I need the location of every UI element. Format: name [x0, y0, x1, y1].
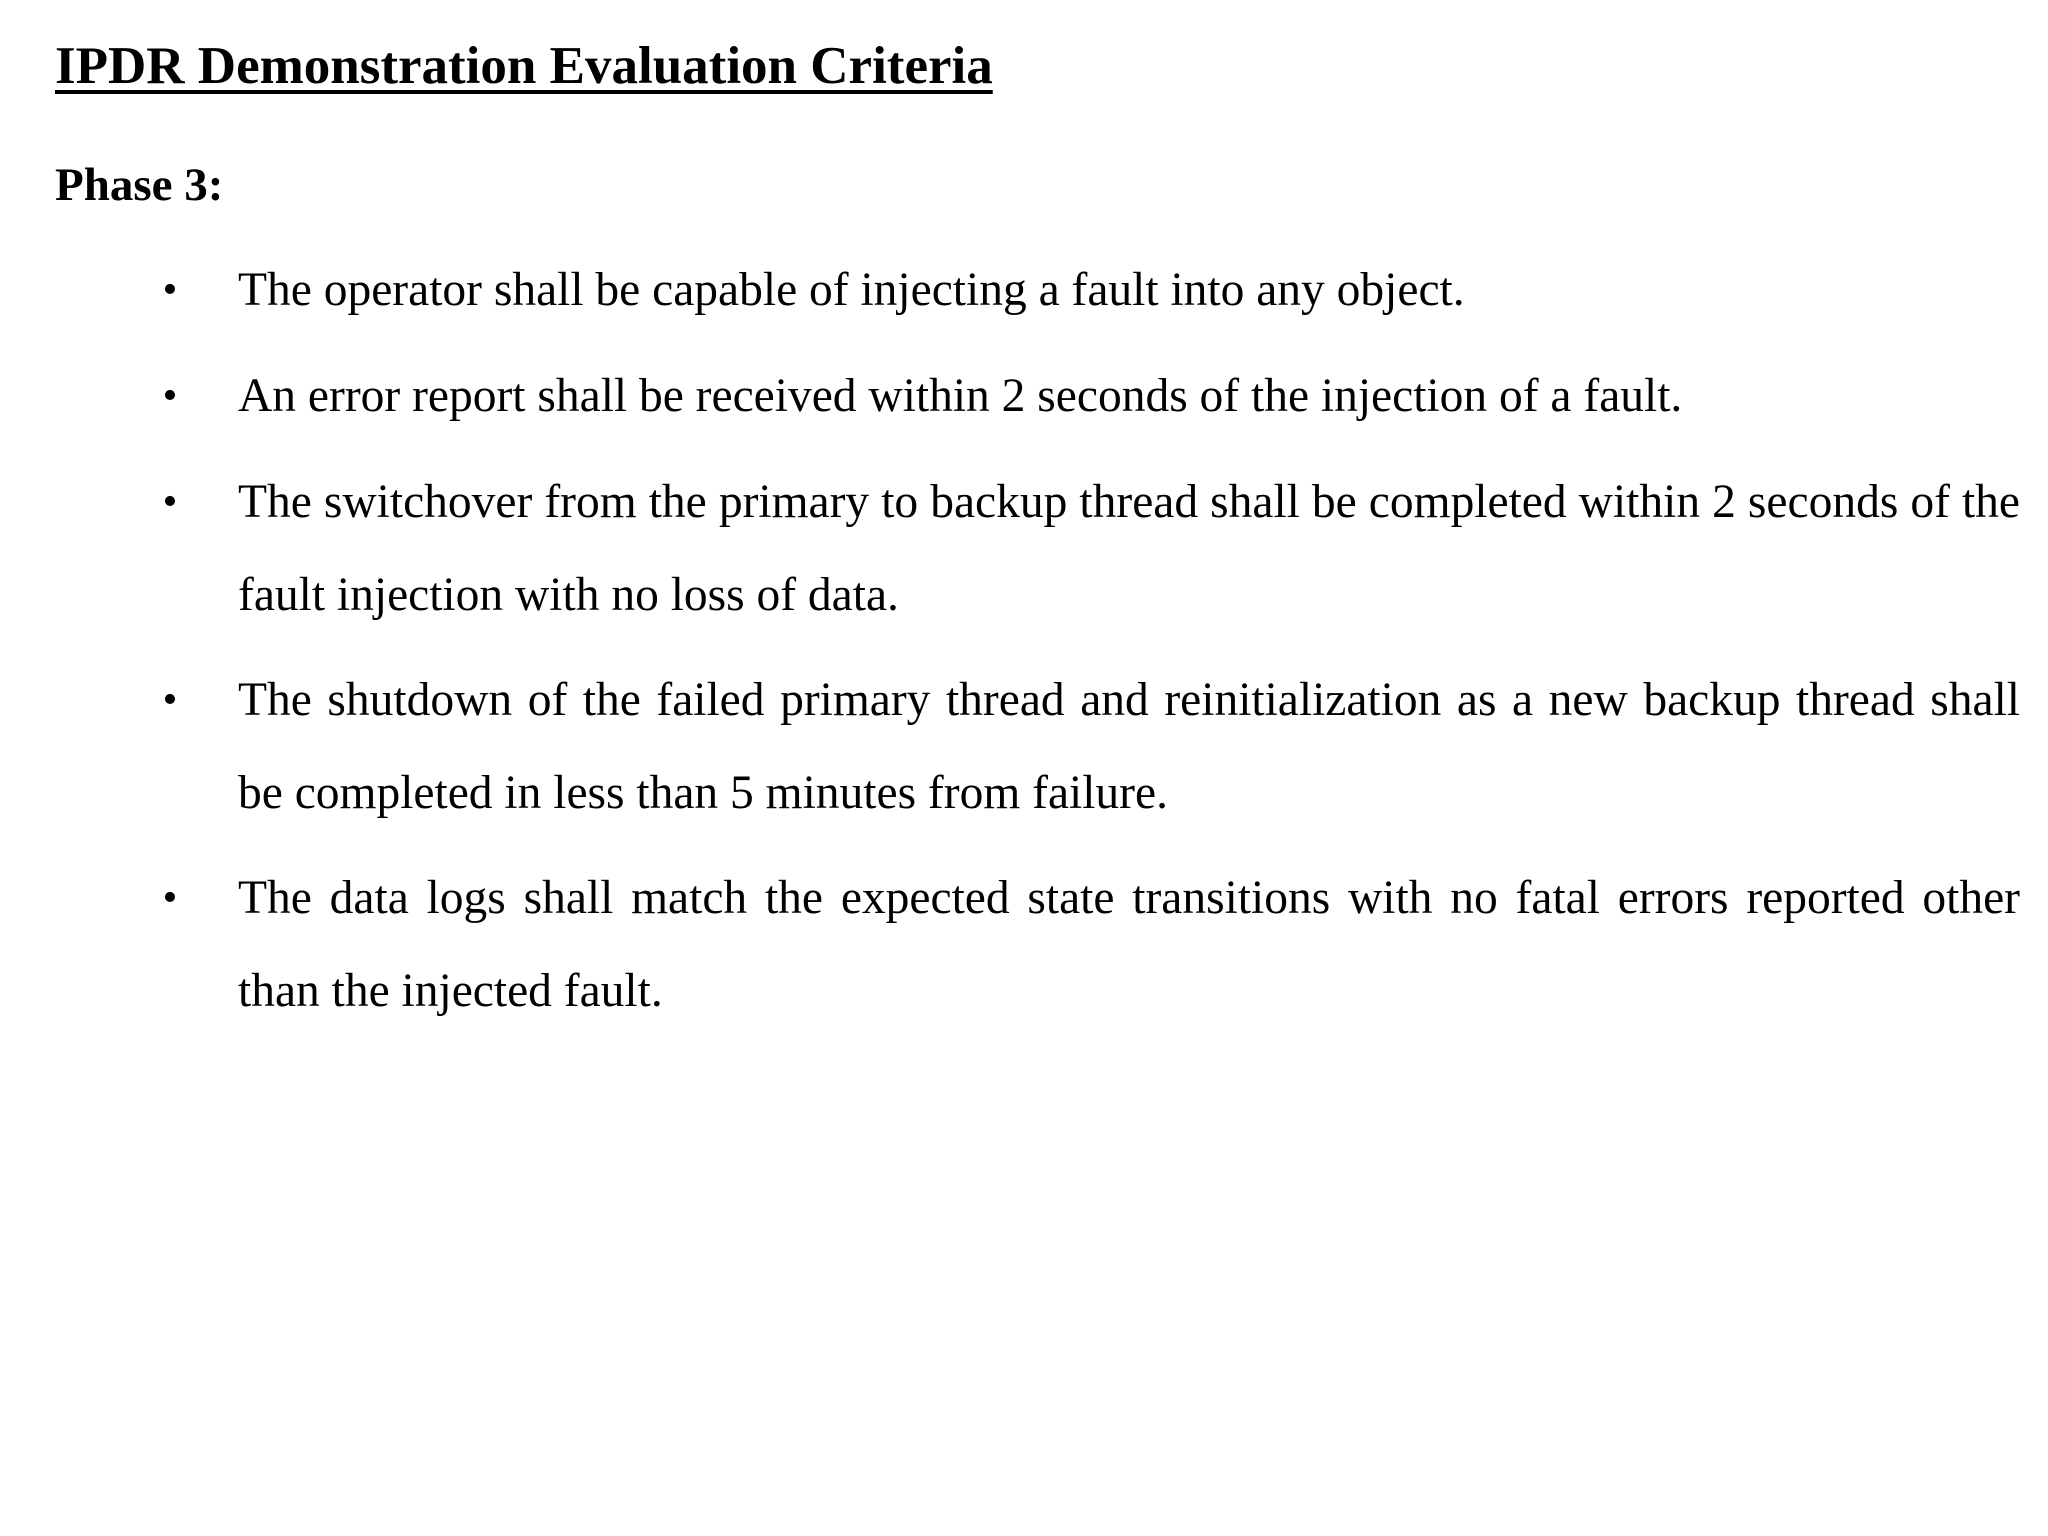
criteria-text: The switchover from the primary to backup thread shall be completed within 2 seconds of the fault injection with no loss of data.: [238, 476, 2020, 621]
phase-heading: Phase 3:: [55, 159, 224, 211]
criteria-text: An error report shall be received within 2 seconds of the injection of a fault.: [238, 370, 1683, 422]
bullet-icon: •: [162, 267, 178, 313]
criteria-text: The shutdown of the failed primary thread and reinitialization as a new backup thread shall be completed in less than 5 minutes from failure.: [238, 674, 2020, 819]
bullet-icon: •: [162, 479, 178, 525]
criteria-text: The data logs shall match the expected state transitions with no fatal errors reported other than the injected fault.: [238, 872, 2020, 1017]
bullet-icon: •: [162, 677, 178, 723]
bullet-icon: •: [162, 875, 178, 921]
bullet-icon: •: [162, 373, 178, 419]
criteria-text: The operator shall be capable of injecting a fault into any object.: [238, 264, 1465, 316]
document-title: IPDR Demonstration Evaluation Criteria: [55, 37, 993, 95]
